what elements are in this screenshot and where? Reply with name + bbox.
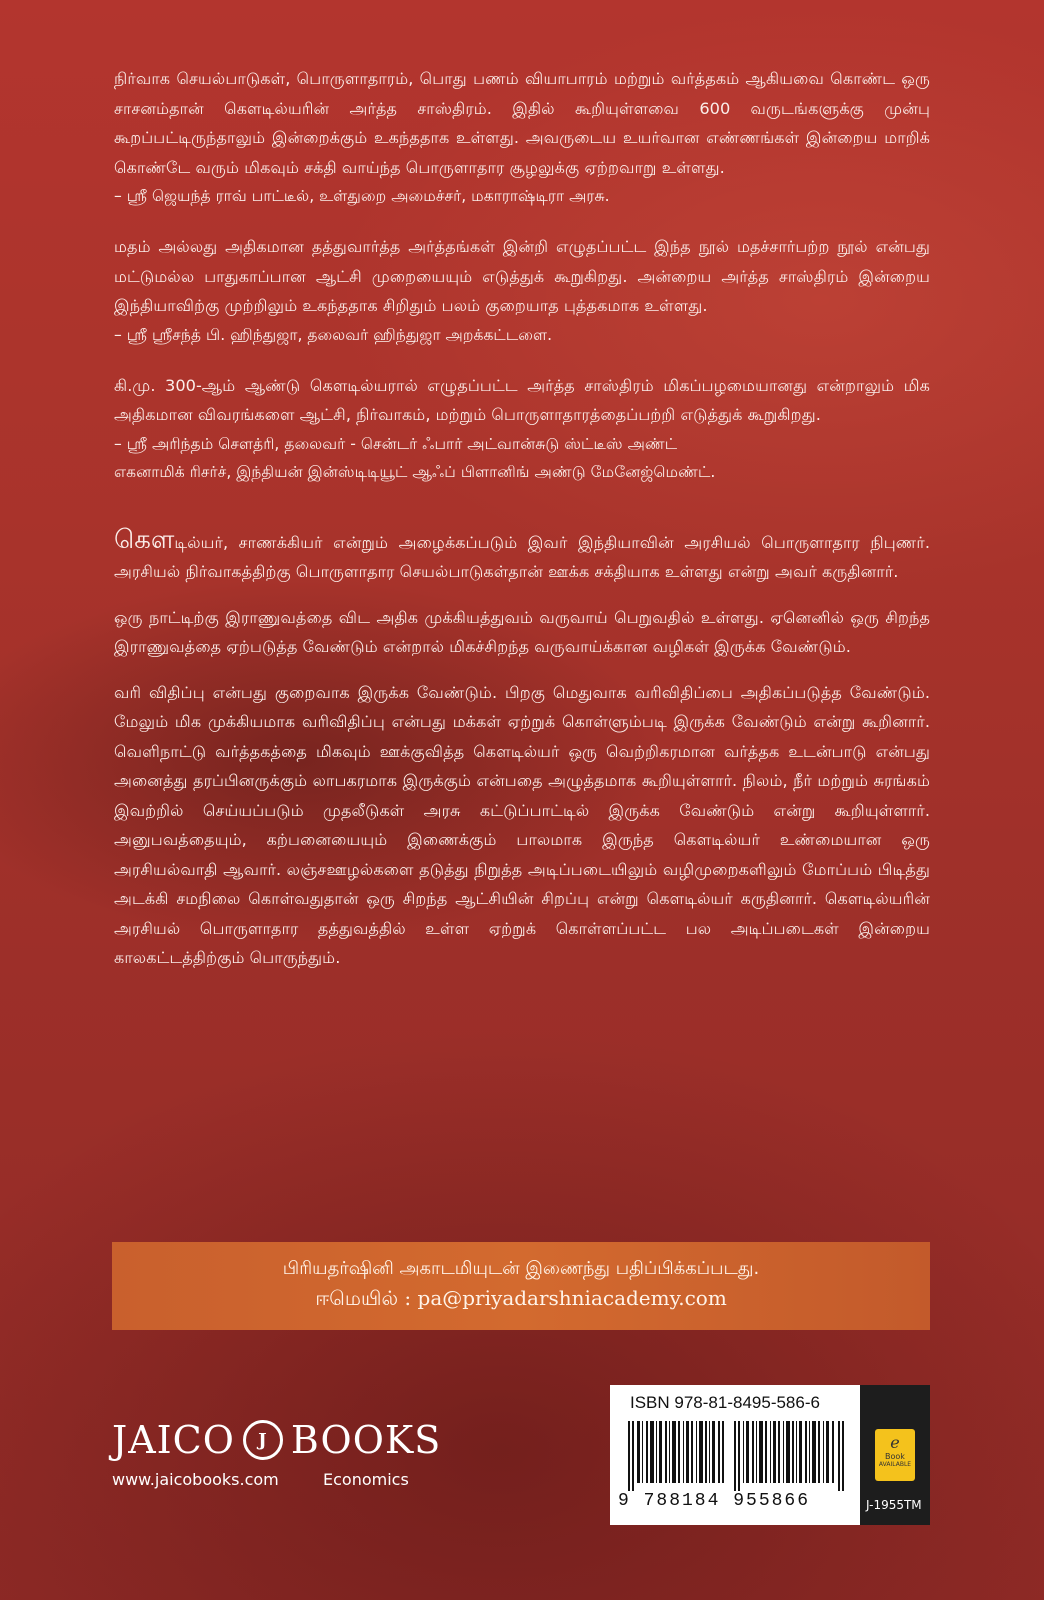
quote-text: நிர்வாக செயல்பாடுகள், பொருளாதாரம், பொது பணம் வியாபாரம் மற்றும் வர்த்தகம் ஆகியவை கொண்ட ஒரு சாசனம்தான் கௌடில்யரின் அர்த்த சாஸ்திரம். இதில் கூறியுள்ளவை 600 வருடங்களுக்கு முன்பு கூறப்பட்டிருந்தாலும் இன்றைக்கும் உகந்ததாக உள்ளது. அவருடைய உயர்வான எண்ணங்கள் இன்றைய மாறிக் கொண்டே வரும் மிகவும் சக்தி வாய்ந்த பொருளாதார சூழலுக்கு ஏற்றவாறு உள்ளது.: [114, 69, 930, 177]
logo-text-right: BOOKS: [290, 1418, 442, 1462]
barcode-icon: [628, 1421, 848, 1491]
quote-attribution: – ஸ்ரீ ஜெயந்த் ராவ் பாட்டீல், உள்துறை அமைச்சர், மகாராஷ்டிரா அரசு.: [114, 187, 610, 205]
body-paragraph-1-text: டில்யர், சாணக்கியர் என்றும் அழைக்கப்படும் இவர் இந்தியாவின் அரசியல் பொருளாதார நிபுணர். அரசியல் நிர்வாகத்திற்கு பொருளாதார செயல்பாடுகள்தான் ஊக்க சக்தியாக உள்ளது என்று அவர் கருதினார்.: [114, 532, 930, 581]
ebook-available-icon: [875, 1429, 915, 1481]
isbn-barcode-box: [610, 1385, 860, 1525]
isbn-label: ISBN 978-81-8495-586-6: [630, 1393, 820, 1412]
book-category: Economics: [323, 1470, 409, 1489]
ebook-badge-box: [860, 1385, 930, 1525]
quote-attribution-line2: எகனாமிக் ரிசர்ச், இந்தியன் இன்ஸ்டிடியூட் ஆஃப் பிளானிங் அண்டு மேனேஜ்மெண்ட்.: [114, 462, 716, 481]
body-paragraph-3: வரி விதிப்பு என்பது குறைவாக இருக்க வேண்டும். பிறகு மெதுவாக வரிவிதிப்பை அதிகப்படுத்த வேண்டும். மேலும் மிக முக்கியமாக வரிவிதிப்பு என்பது மக்கள் ஏற்றுக் கொள்ளும்படி இருக்க வேண்டும் என்று கூறினார். வெளிநாட்டு வர்த்தகத்தை மிகவும் ஊக்குவித்த கௌடில்யர் ஒரு வெற்றிகரமான வர்த்தக உடன்பாடு என்பது அனைத்து தரப்பினருக்கும் லாபகரமாக இருக்கும் என்பதை அழுத்தமாக கூறியுள்ளார். நிலம், நீர் மற்றும் சுரங்கம் இவற்றில் செய்யப்படும் முதலீடுகள் அரசு கட்டுப்பாட்டில் இருக்க வேண்டும் என்று கூறியுள்ளார். அனுபவத்தையும், கற்பனையையும் இணைக்கும் பாலமாக இருந்த கௌடில்யர் உண்மையான ஒரு அரசியல்வாதி ஆவார். லஞ்சஊழல்களை தடுத்து நிறுத்த அடிப்படையிலும் வழிமுறைகளிலும் மோப்பம் பிடித்து அடக்கி சமநிலை கொள்வதுதான் ஒரு சிறந்த ஆட்சியின் சிறப்பு என்று கௌடில்யர் கருதினார். கௌடில்யரின் அரசியல் பொருளாதார தத்துவத்தில் உள்ள ஏற்றுக் கொள்ளப்பட்ட பல அடிப்படைகள் இன்றைய காலகட்டத்திற்கும் பொருந்தும்.: [114, 682, 930, 967]
logo-text-left: JAICO: [112, 1418, 235, 1462]
body-paragraph-2: ஒரு நாட்டிற்கு இராணுவத்தை விட அதிக முக்கியத்துவம் வருவாய் பெறுவதில் உள்ளது. ஏனெனில் ஒரு சிறந்த இராணுவத்தை ஏற்படுத்த வேண்டும் என்றால் மிகச்சிறந்த வருவாய்க்கான வழிகள் இருக்க வேண்டும்.: [114, 607, 930, 656]
ebook-available-label: AVAILABLE: [878, 1461, 912, 1468]
banner-line-1: பிரியதர்ஷினி அகாடமியுடன் இணைந்து பதிப்பிக்கப்படது.: [282, 1258, 760, 1279]
drop-cap: கௌ: [114, 524, 175, 555]
quote-attribution-line1: – ஸ்ரீ அரிந்தம் சௌத்ரி, தலைவர் - சென்டர் ஃபார் அட்வான்சுடு ஸ்ட்டீஸ் அண்ட்: [114, 434, 678, 453]
jaico-emblem-icon: J: [243, 1420, 283, 1460]
banner-email: ஈமெயில் : pa@priyadarshniacademy.com: [315, 1286, 727, 1310]
body-paragraph-1: [114, 526, 930, 587]
barcode-digits: 9 788184 955866: [618, 1491, 811, 1511]
publisher-website: www.jaicobooks.com: [112, 1470, 279, 1489]
quote-2: [114, 232, 930, 349]
quote-3: [114, 371, 930, 486]
ebook-e-letter: e: [890, 1433, 900, 1452]
academy-banner: [112, 1242, 930, 1330]
quote-text: கி.மு. 300-ஆம் ஆண்டு கௌடில்யரால் எழுதப்பட்ட அர்த்த சாஸ்திரம் மிகப்பழமையானது என்றாலும் மிக அதிகமான விவரங்களை ஆட்சி, நிர்வாகம், மற்றும் பொருளாதாரத்தைப்பற்றி எடுத்துக் கூறுகிறது.: [114, 375, 930, 424]
publisher-logo: [112, 1418, 441, 1462]
ebook-book-label: Book: [885, 1452, 905, 1461]
back-cover-text: [114, 64, 930, 973]
quote-text: மதம் அல்லது அதிகமான தத்துவார்த்த அர்த்தங்கள் இன்றி எழுதப்பட்ட இந்த நூல் மதச்சார்பற்ற நூல் என்பது மட்டுமல்ல பாதுகாப்பான ஆட்சி முறையையும் எடுத்துக் கூறுகிறது. அன்றைய அர்த்த சாஸ்திரம் இன்றைய இந்தியாவிற்கு முற்றிலும் உகந்ததாக சிறிதும் பலம் குறையாத புத்தகமாக உள்ளது.: [114, 237, 930, 315]
book-code: J-1955TM: [866, 1498, 922, 1512]
quote-attribution: – ஸ்ரீ ஸ்ரீசந்த் பி. ஹிந்துஜா, தலைவர் ஹிந்துஜா அறக்கட்டளை.: [114, 325, 553, 344]
quote-1: [114, 64, 930, 210]
